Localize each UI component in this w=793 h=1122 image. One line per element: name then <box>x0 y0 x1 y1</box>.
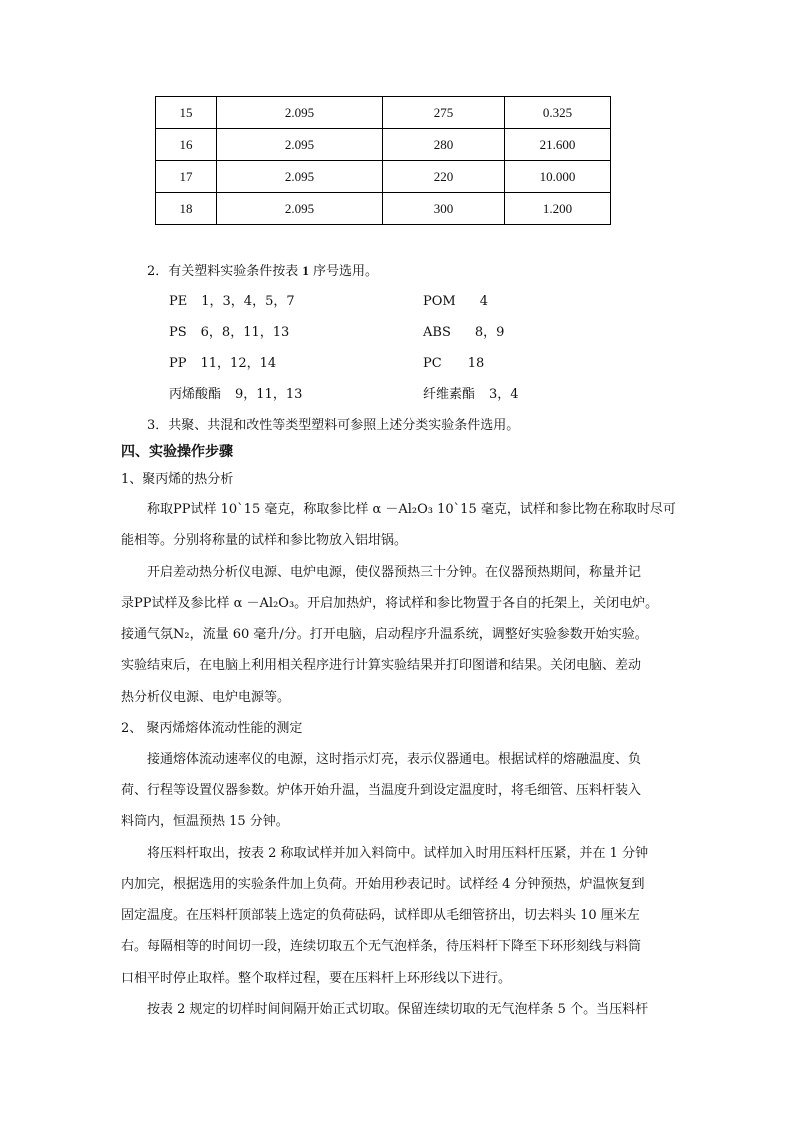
paragraph-line: 接通气氛N₂，流量 60 毫升/分。打开电脑，启动程序升温系统，调整好实验参数开始实验。 <box>121 627 648 642</box>
table-cell: 300 <box>383 193 505 225</box>
plastic-name: POM <box>423 294 456 309</box>
paragraph-line <box>121 564 681 582</box>
paragraph-line: 实验结束后，在电脑上利用相关程序进行计算实验结果并打印图谱和结果。关闭电脑、差动 <box>121 658 642 673</box>
condition-item <box>169 355 276 373</box>
condition-numbers: 4 <box>479 294 488 309</box>
table-row <box>156 161 611 193</box>
table-cell: 280 <box>383 129 505 161</box>
paragraph-line: 录PP试样及参比样 α －Al₂O₃。开启加热炉，将试样和参比物置于各自的托架上，关闭电炉。 <box>121 596 659 611</box>
condition-numbers: 6，8，11，13 <box>200 325 290 340</box>
paragraph-line: 荷、行程等设置仪器参数。炉体开始升温，当温度升到设定温度时，将毛细管、压料杆装入 <box>121 783 642 798</box>
table-cell: 10.000 <box>505 161 611 193</box>
experiment-conditions-table <box>155 96 611 225</box>
plastic-name: ABS <box>423 325 451 340</box>
table-row <box>156 129 611 161</box>
paragraph-text: 开启差动热分析仪电源、电炉电源，使仪器预热三十分钟。在仪器预热期间，称量并记 <box>147 565 642 580</box>
paragraph-line <box>121 751 681 769</box>
plastic-name: 纤维素酯 <box>423 387 476 402</box>
subsection-title: 2、 聚丙烯熔体流动性能的测定 <box>121 721 303 736</box>
paragraph-text: 称取PP试样 10`15 毫克，称取参比样 α －Al₂O₃ 10`15 毫克，试样和参比物在称取时尽可 <box>147 502 676 517</box>
table-cell: 220 <box>383 161 505 193</box>
condition-item <box>423 324 504 342</box>
table-cell: 0.325 <box>505 97 611 129</box>
condition-numbers: 1，3，4，5，7 <box>201 294 295 309</box>
paragraph-line: 固定温度。在压料杆顶部装上选定的负荷砝码，试样即从毛细管挤出，切去料头 10 厘米左 <box>121 908 640 923</box>
table-cell: 275 <box>383 97 505 129</box>
note-2 <box>147 262 378 281</box>
plastic-name: PP <box>169 356 187 371</box>
table-cell: 1.200 <box>505 193 611 225</box>
paragraph-line: 料筒内，恒温预热 15 分钟。 <box>121 814 289 829</box>
paragraph-line <box>121 845 681 863</box>
condition-item <box>423 386 519 404</box>
paragraph-line: 口相平时停止取样。整个取样过程，要在压料杆上环形线以下进行。 <box>121 971 512 986</box>
table-row <box>156 97 611 129</box>
paragraph-text: 接通熔体流动速率仪的电源，这时指示灯亮，表示仪器通电。根据试样的熔融温度、负 <box>147 752 642 767</box>
condition-numbers: 11，12，14 <box>200 356 277 371</box>
paragraph-text: 将压料杆取出，按表 2 称取试样并加入料筒中。试样加入时用压料杆压紧，并在 1 分钟 <box>147 846 649 861</box>
paragraph-line: 热分析仪电源、电炉电源等。 <box>121 690 291 705</box>
paragraph-line: 右。每隔相等的时间切一段，连续切取五个无气泡样条，待压料杆下降至下环形刻线与料筒 <box>121 939 642 954</box>
condition-item <box>423 355 484 373</box>
plastic-name: 丙烯酸酯 <box>169 387 222 402</box>
table-cell: 18 <box>156 193 217 225</box>
section-heading: 四、实验操作步骤 <box>121 444 233 460</box>
paragraph-line: 能相等。分别将称量的试样和参比物放入铝坩锅。 <box>121 533 408 548</box>
table-cell: 2.095 <box>217 193 383 225</box>
table-cell: 17 <box>156 161 217 193</box>
table-cell: 21.600 <box>505 129 611 161</box>
paragraph-line: 内加完，根据选用的实验条件加上负荷。开始用秒表记时。试样经 4 分钟预热，炉温恢复到 <box>121 877 645 892</box>
table-row <box>156 193 611 225</box>
condition-numbers: 18 <box>467 356 485 371</box>
table-number: 1 <box>302 263 309 278</box>
condition-numbers: 8，9 <box>474 325 505 340</box>
table-cell: 2.095 <box>217 129 383 161</box>
table-cell: 2.095 <box>217 161 383 193</box>
plastic-name: PS <box>169 325 187 340</box>
note-2-text: 2．有关塑料实验条件按表 <box>147 264 303 279</box>
condition-item <box>169 293 295 311</box>
condition-numbers: 3，4 <box>489 387 519 402</box>
table-cell: 16 <box>156 129 217 161</box>
condition-item <box>169 386 302 404</box>
paragraph-line <box>121 1001 681 1019</box>
condition-item <box>423 293 488 311</box>
condition-numbers: 9，11，13 <box>235 387 303 402</box>
paragraph-line <box>121 501 681 519</box>
plastic-name: PC <box>423 356 442 371</box>
plastic-name: PE <box>169 294 188 309</box>
note-3: 3．共聚、共混和改性等类型塑料可参照上述分类实验条件选用。 <box>147 418 520 433</box>
paragraph-text: 按表 2 规定的切样时间间隔开始正式切取。保留连续切取的无气泡样条 5 个。当压料杆 <box>147 1002 649 1017</box>
table-cell: 15 <box>156 97 217 129</box>
condition-item <box>169 324 289 342</box>
note-2-text-end: 序号选用。 <box>308 264 379 279</box>
subsection-title: 1、聚丙烯的热分析 <box>121 472 234 487</box>
table-cell: 2.095 <box>217 97 383 129</box>
